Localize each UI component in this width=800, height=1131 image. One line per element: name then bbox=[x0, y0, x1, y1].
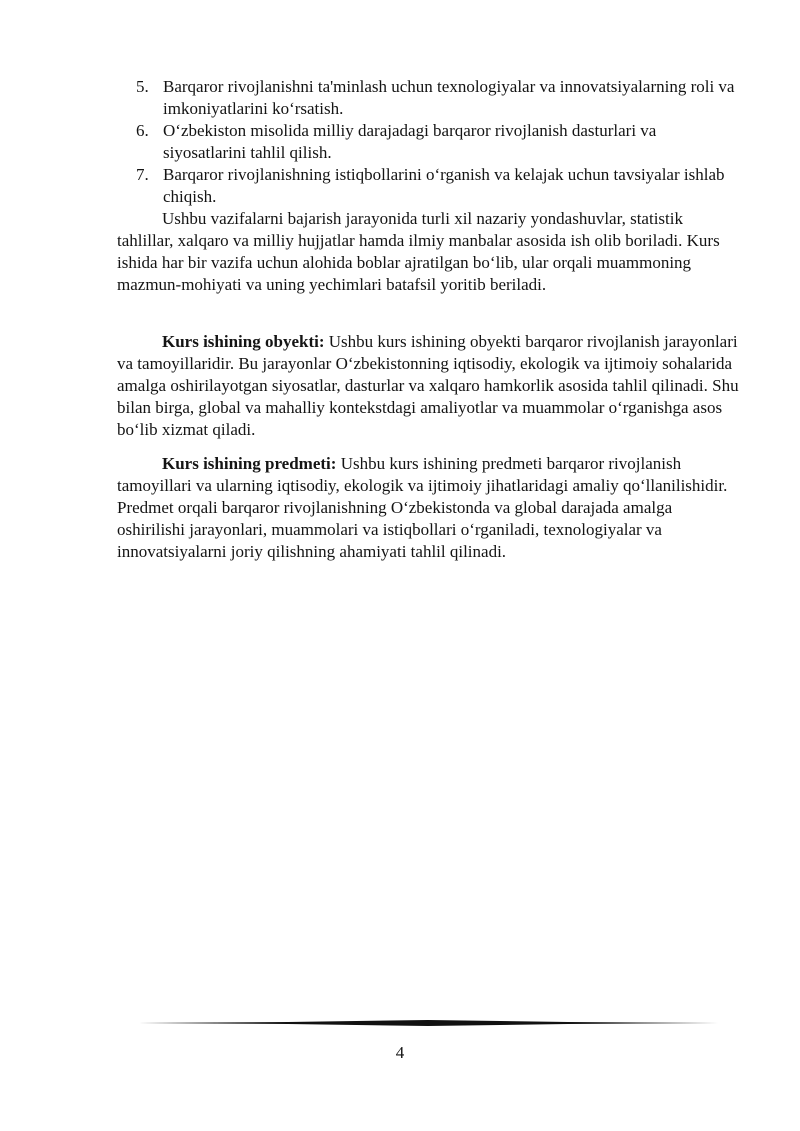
task-number: 7. bbox=[136, 165, 149, 184]
object-label: Kurs ishining obyekti: bbox=[162, 332, 325, 351]
task-text: Barqaror rivojlanishni ta'minlash uchun texnologiyalar va innovatsiyalarning roli va imkoniyatlarini ko‘rsatish. bbox=[163, 77, 735, 118]
spacer bbox=[117, 296, 740, 319]
method-paragraph: Ushbu vazifalarni bajarish jarayonida turli xil nazariy yondashuvlar, statistik tahlillar, xalqaro va milliy hujjatlar hamda ilmiy manbalar asosida ish olib boriladi. Kurs ishida har bir vazifa uchun alohida boblar ajratilgan bo‘lib, ular orqali muammoning mazmun-mohiyati va uning yechimlari batafsil yoritib beriladi. bbox=[117, 209, 720, 294]
object-text: Ushbu kurs ishining obyekti barqaror rivojlanish jarayonlari va tamoyillaridir. Bu jarayonlar O‘zbekistonning iqtisodiy, ekologik va ijtimoiy sohalarida amalga oshirilayotgan siyosatlar, dasturlar va xalqaro hamkorlik asosida tahlil qilinadi. Shu bilan birga, global va mahalliy kontekstdagi amaliyotlar va muammolar o‘rganishga asos bo‘lib xizmat qiladi. bbox=[117, 332, 739, 439]
page-content bbox=[117, 76, 740, 563]
subject-paragraph bbox=[117, 453, 740, 563]
task-text: O‘zbekiston misolida milliy darajadagi barqaror rivojlanish dasturlari va siyosatlarini tahlil qilish. bbox=[163, 121, 657, 162]
task-list-item bbox=[136, 164, 740, 208]
footer-divider bbox=[138, 1018, 718, 1028]
task-list-item bbox=[136, 76, 740, 120]
subject-label: Kurs ishining predmeti: bbox=[162, 454, 337, 473]
task-text: Barqaror rivojlanishning istiqbollarini o‘rganish va kelajak uchun tavsiyalar ishlab chiqish. bbox=[163, 165, 725, 206]
task-number: 5. bbox=[136, 77, 149, 96]
spacer bbox=[117, 441, 740, 453]
task-number: 6. bbox=[136, 121, 149, 140]
page-number: 4 bbox=[395, 1043, 405, 1062]
task-list-item bbox=[136, 120, 740, 164]
object-paragraph bbox=[117, 331, 740, 441]
spacer bbox=[117, 319, 740, 331]
task-list bbox=[117, 76, 740, 208]
subject-text: Ushbu kurs ishining predmeti barqaror rivojlanish tamoyillari va ularning iqtisodiy, ekologik va ijtimoiy jihatlaridagi amaliy qo‘llanilishidir. Predmet orqali barqaror rivojlanishning O‘zbekistonda va global darajada amalga oshirilishi jarayonlari, muammolari va istiqbollari o‘rganiladi, texnologiyalar va innovatsiyalarni joriy qilishning ahamiyati tahlil qilinadi. bbox=[117, 454, 728, 561]
